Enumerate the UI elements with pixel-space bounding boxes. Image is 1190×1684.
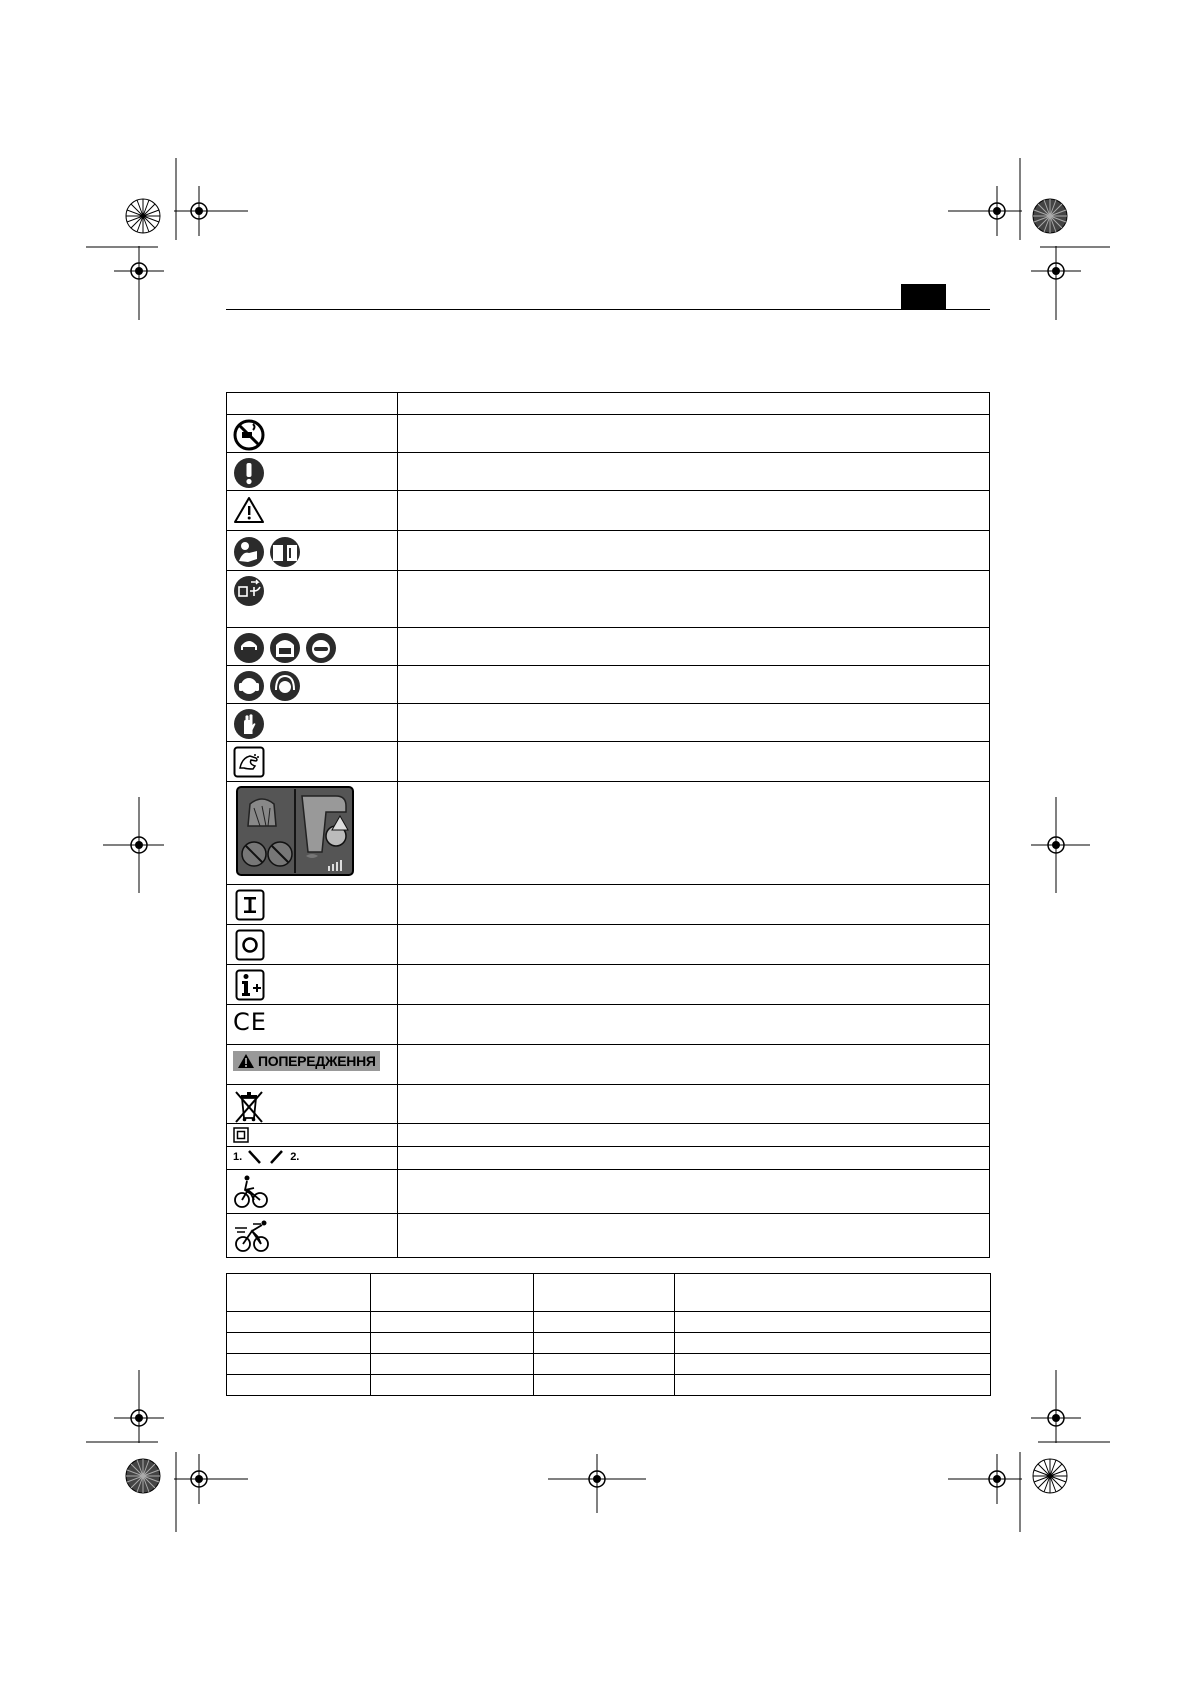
spec-cell [534, 1312, 675, 1333]
ear-protection-icons [233, 670, 303, 702]
table-row [227, 885, 990, 925]
spec-cell [371, 1354, 534, 1375]
table-row [227, 782, 990, 885]
language-tab [901, 284, 946, 309]
step-1-label: 1. [233, 1151, 243, 1163]
table-row [227, 1333, 991, 1354]
table-row [227, 531, 990, 571]
power-off-icon [235, 929, 265, 961]
table-row [227, 1124, 990, 1147]
symbol-column-header [227, 393, 398, 415]
table-row [227, 1147, 990, 1170]
warning-triangle-icon [237, 1053, 255, 1069]
row-description [398, 1124, 990, 1147]
spec-cell [675, 1354, 991, 1375]
unplug-icon [233, 575, 265, 607]
spec-cell [371, 1375, 534, 1396]
spec-cell [227, 1312, 371, 1333]
row-description [398, 742, 990, 782]
spec-cell [371, 1333, 534, 1354]
table-row [227, 965, 990, 1005]
row-description [398, 1005, 990, 1045]
row-description [398, 704, 990, 742]
fast-cyclist-icon [233, 1218, 275, 1254]
spec-cell [675, 1375, 991, 1396]
spec-header-cell [534, 1274, 675, 1312]
table-row [227, 742, 990, 782]
gloves-icon [233, 708, 265, 740]
info-plus-icon [235, 969, 265, 1001]
spec-header-cell [675, 1274, 991, 1312]
hand-icon [233, 746, 265, 778]
table-row [227, 571, 990, 628]
warning-triangle-icon [233, 495, 265, 525]
row-description [398, 1170, 990, 1214]
power-on-icon [235, 889, 265, 921]
spec-header-row [227, 1274, 991, 1312]
spec-cell [227, 1333, 371, 1354]
row-description [398, 571, 990, 628]
table-row [227, 1354, 991, 1375]
table-row [227, 415, 990, 453]
table-row [227, 453, 990, 491]
exclamation-icon [233, 457, 265, 489]
step-2-label: 2. [290, 1151, 300, 1163]
warning-label [233, 1051, 380, 1071]
read-manual-icon [233, 535, 303, 569]
row-description [398, 531, 990, 571]
weee-bin-icon [233, 1089, 265, 1123]
table-row [227, 925, 990, 965]
spec-cell [534, 1354, 675, 1375]
warning-label-text: ПОПЕРЕДЖЕННЯ [258, 1053, 376, 1069]
row-description [398, 415, 990, 453]
header-rule [226, 309, 990, 310]
table-row [227, 1312, 991, 1333]
row-description [398, 666, 990, 704]
spec-cell [227, 1375, 371, 1396]
spec-cell [675, 1333, 991, 1354]
pen-up-icon [268, 1149, 286, 1165]
table-row [227, 666, 990, 704]
table-row [227, 1375, 991, 1396]
double-insulation-icon [233, 1127, 249, 1143]
cyclist-icon [233, 1174, 269, 1210]
row-description [398, 1214, 990, 1258]
row-description [398, 965, 990, 1005]
row-description [398, 1045, 990, 1085]
table-row [227, 1085, 990, 1124]
breathing-dust-illustration [236, 786, 354, 876]
row-description [398, 628, 990, 666]
spec-cell [227, 1354, 371, 1375]
table-row [227, 1005, 990, 1045]
spec-table [226, 1273, 991, 1396]
spec-cell [371, 1312, 534, 1333]
table-row [227, 491, 990, 531]
row-description [398, 885, 990, 925]
spec-cell [534, 1375, 675, 1396]
row-description [398, 453, 990, 491]
row-description [398, 1147, 990, 1170]
spec-cell [675, 1312, 991, 1333]
symbols-table [226, 392, 990, 1258]
ce-mark-icon: CE [233, 1008, 267, 1036]
pen-down-icon [246, 1149, 264, 1165]
row-description [398, 925, 990, 965]
spec-cell [534, 1333, 675, 1354]
table-row [227, 628, 990, 666]
meaning-column-header [398, 393, 990, 415]
spec-header-cell [371, 1274, 534, 1312]
row-description [398, 782, 990, 885]
head-protection-icons [233, 632, 337, 664]
row-description [398, 491, 990, 531]
table-row [227, 1045, 990, 1085]
table-row [227, 1214, 990, 1258]
no-smoking-icon [233, 419, 265, 451]
spec-header-cell [227, 1274, 371, 1312]
table-header-row [227, 393, 990, 415]
table-row [227, 704, 990, 742]
row-description [398, 1085, 990, 1124]
table-row [227, 1170, 990, 1214]
